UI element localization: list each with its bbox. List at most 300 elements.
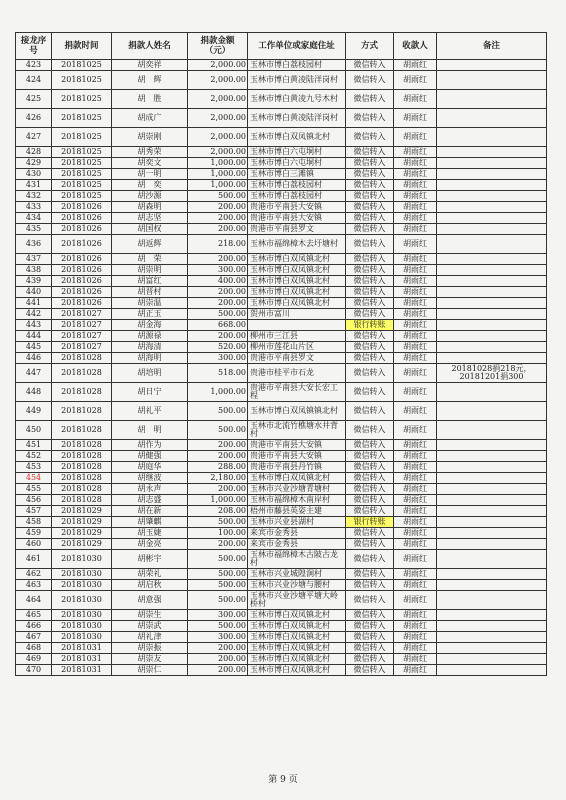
cell-note	[437, 495, 547, 506]
cell-seq-no: 439	[16, 276, 52, 287]
cell-address: 柳州市三江县	[248, 331, 346, 342]
cell-method: 微信转入	[346, 265, 394, 276]
cell-method: 微信转入	[346, 654, 394, 665]
cell-date: 20181030	[52, 621, 112, 632]
cell-method: 微信转入	[346, 569, 394, 580]
cell-donor-name: 胡礼平	[112, 402, 188, 421]
cell-amount: 2,000.00	[188, 147, 248, 158]
cell-method: 微信转入	[346, 298, 394, 309]
table-row	[16, 421, 547, 440]
cell-address: 贵港市桂平市石龙	[248, 364, 346, 383]
cell-donor-name: 胡志盛	[112, 495, 188, 506]
table-row	[16, 128, 547, 147]
cell-donor-name: 胡庭华	[112, 462, 188, 473]
cell-donor-name: 胡一明	[112, 169, 188, 180]
cell-donor-name: 胡健强	[112, 451, 188, 462]
cell-date: 20181028	[52, 440, 112, 451]
cell-payee: 胡雨红	[394, 71, 437, 90]
cell-donor-name: 胡崇刚	[112, 128, 188, 147]
cell-method: 微信转入	[346, 364, 394, 383]
cell-method: 微信转入	[346, 621, 394, 632]
cell-address: 玉林市博白双凤镇北村	[248, 632, 346, 643]
table-row	[16, 298, 547, 309]
cell-payee: 胡雨红	[394, 276, 437, 287]
cell-method: 微信转入	[346, 506, 394, 517]
cell-payee: 胡雨红	[394, 402, 437, 421]
cell-note	[437, 451, 547, 462]
table-row	[16, 213, 547, 224]
cell-seq-no: 448	[16, 383, 52, 402]
cell-note	[437, 473, 547, 484]
cell-method: 微信转入	[346, 224, 394, 235]
cell-note	[437, 528, 547, 539]
table-row	[16, 550, 547, 569]
cell-payee: 胡雨红	[394, 287, 437, 298]
cell-seq-no: 466	[16, 621, 52, 632]
cell-payee: 胡雨红	[394, 342, 437, 353]
cell-method: 微信转入	[346, 235, 394, 254]
cell-address: 玉林市博白双凤镇北村	[248, 621, 346, 632]
cell-amount: 500.00	[188, 191, 248, 202]
cell-seq-no: 435	[16, 224, 52, 235]
cell-address: 玉林市博白荔枝园村	[248, 180, 346, 191]
cell-address: 贵港市平南县罗文	[248, 224, 346, 235]
cell-address: 玉林市博白双凤镇北村	[248, 265, 346, 276]
cell-amount: 1,000.00	[188, 495, 248, 506]
cell-note	[437, 60, 547, 71]
cell-seq-no: 445	[16, 342, 52, 353]
cell-date: 20181026	[52, 298, 112, 309]
table-row	[16, 287, 547, 298]
cell-date: 20181025	[52, 180, 112, 191]
cell-date: 20181026	[52, 213, 112, 224]
cell-payee: 胡雨红	[394, 90, 437, 109]
cell-amount: 500.00	[188, 421, 248, 440]
cell-date: 20181025	[52, 109, 112, 128]
cell-note	[437, 484, 547, 495]
cell-note	[437, 254, 547, 265]
cell-method: 微信转入	[346, 342, 394, 353]
cell-date: 20181028	[52, 462, 112, 473]
cell-date: 20181028	[52, 353, 112, 364]
table-row	[16, 60, 547, 71]
cell-donor-name: 胡奕文	[112, 158, 188, 169]
table-row	[16, 665, 547, 676]
cell-donor-name: 胡启秋	[112, 580, 188, 591]
cell-seq-no: 425	[16, 90, 52, 109]
cell-address: 玉林市博白双凤镇北村	[248, 654, 346, 665]
cell-address: 玉林市博白双凤镇北村	[248, 287, 346, 298]
cell-payee: 胡雨红	[394, 462, 437, 473]
cell-address: 玉林市福绵樟木古陂古龙村	[248, 550, 346, 569]
cell-address: 玉林市福绵樟木南岸村	[248, 495, 346, 506]
cell-method: 微信转入	[346, 665, 394, 676]
cell-amount: 668.00	[188, 320, 248, 331]
cell-donor-name: 胡崇明	[112, 265, 188, 276]
cell-donor-name: 胡崇生	[112, 610, 188, 621]
cell-note	[437, 180, 547, 191]
cell-address: 玉林市兴业沙塘与腰村	[248, 580, 346, 591]
cell-seq-no: 441	[16, 298, 52, 309]
cell-seq-no: 446	[16, 353, 52, 364]
cell-date: 20181027	[52, 309, 112, 320]
table-row	[16, 484, 547, 495]
table-row	[16, 495, 547, 506]
cell-date: 20181029	[52, 517, 112, 528]
cell-donor-name: 胡作为	[112, 440, 188, 451]
cell-payee: 胡雨红	[394, 180, 437, 191]
cell-seq-no: 424	[16, 71, 52, 90]
cell-payee: 胡雨红	[394, 298, 437, 309]
cell-method: 微信转入	[346, 539, 394, 550]
cell-payee: 胡雨红	[394, 591, 437, 610]
table-row	[16, 235, 547, 254]
cell-date: 20181028	[52, 402, 112, 421]
cell-payee: 胡雨红	[394, 331, 437, 342]
cell-address: 贵港市平南县大安镇	[248, 451, 346, 462]
cell-note	[437, 353, 547, 364]
cell-note	[437, 71, 547, 90]
cell-note	[437, 665, 547, 676]
cell-note	[437, 517, 547, 528]
cell-method: 微信转入	[346, 402, 394, 421]
cell-method: 微信转入	[346, 528, 394, 539]
table-row	[16, 580, 547, 591]
cell-method: 微信转入	[346, 484, 394, 495]
cell-seq-no: 463	[16, 580, 52, 591]
cell-address: 贺州市富川	[248, 309, 346, 320]
cell-address: 玉林市兴业城隍涧村	[248, 569, 346, 580]
cell-seq-no: 427	[16, 128, 52, 147]
cell-payee: 胡雨红	[394, 364, 437, 383]
table-row	[16, 71, 547, 90]
cell-amount: 300.00	[188, 632, 248, 643]
table-row	[16, 90, 547, 109]
cell-amount: 500.00	[188, 591, 248, 610]
cell-address: 玉林市博白双凤镇镇北村	[248, 402, 346, 421]
cell-amount: 200.00	[188, 224, 248, 235]
cell-method: 微信转入	[346, 495, 394, 506]
table-row	[16, 569, 547, 580]
cell-address: 玉林市福绵樟木去圩塘村	[248, 235, 346, 254]
cell-donor-name: 胡海清	[112, 342, 188, 353]
cell-payee: 胡雨红	[394, 213, 437, 224]
cell-seq-no: 437	[16, 254, 52, 265]
cell-method: 微信转入	[346, 421, 394, 440]
cell-donor-name: 胡金海	[112, 320, 188, 331]
cell-note	[437, 550, 547, 569]
header-date: 捐款时间	[52, 33, 112, 60]
cell-payee: 胡雨红	[394, 610, 437, 621]
cell-donor-name: 胡源禄	[112, 331, 188, 342]
cell-seq-no: 434	[16, 213, 52, 224]
cell-donor-name: 胡 胜	[112, 90, 188, 109]
cell-payee: 胡雨红	[394, 484, 437, 495]
cell-payee: 胡雨红	[394, 191, 437, 202]
cell-seq-no: 444	[16, 331, 52, 342]
cell-date: 20181028	[52, 451, 112, 462]
cell-donor-name: 胡意强	[112, 591, 188, 610]
cell-payee: 胡雨红	[394, 569, 437, 580]
cell-donor-name: 胡金亮	[112, 539, 188, 550]
cell-amount: 520.00	[188, 342, 248, 353]
cell-address: 柳州市莲花山片区	[248, 342, 346, 353]
cell-amount: 500.00	[188, 402, 248, 421]
cell-note	[437, 169, 547, 180]
cell-seq-no: 430	[16, 169, 52, 180]
cell-date: 20181029	[52, 539, 112, 550]
cell-amount: 200.00	[188, 484, 248, 495]
donation-table	[15, 32, 547, 676]
table-row	[16, 591, 547, 610]
cell-seq-no: 443	[16, 320, 52, 331]
cell-note	[437, 235, 547, 254]
cell-amount: 1,000.00	[188, 180, 248, 191]
header-payee: 收款人	[394, 33, 437, 60]
table-row	[16, 342, 547, 353]
cell-note	[437, 580, 547, 591]
cell-amount: 200.00	[188, 254, 248, 265]
cell-note	[437, 506, 547, 517]
cell-donor-name: 胡崇振	[112, 643, 188, 654]
cell-seq-no: 457	[16, 506, 52, 517]
table-row	[16, 224, 547, 235]
cell-amount: 200.00	[188, 451, 248, 462]
cell-address: 玉林市博白双凤镇北村	[248, 128, 346, 147]
cell-method: 微信转入	[346, 440, 394, 451]
cell-seq-no: 450	[16, 421, 52, 440]
cell-method: 微信转入	[346, 71, 394, 90]
cell-amount: 2,000.00	[188, 90, 248, 109]
cell-note	[437, 569, 547, 580]
cell-payee: 胡雨红	[394, 451, 437, 462]
table-row	[16, 254, 547, 265]
cell-method: 微信转入	[346, 462, 394, 473]
cell-seq-no: 468	[16, 643, 52, 654]
table-row	[16, 517, 547, 528]
cell-amount: 200.00	[188, 287, 248, 298]
cell-method: 微信转入	[346, 191, 394, 202]
cell-method: 银行转账	[346, 320, 394, 331]
cell-date: 20181025	[52, 60, 112, 71]
cell-date: 20181027	[52, 342, 112, 353]
cell-address: 玉林市博白黄凌陆洋岗村	[248, 109, 346, 128]
cell-amount: 1,000.00	[188, 158, 248, 169]
cell-address: 贵港市平南县大安镇	[248, 213, 346, 224]
cell-amount: 2,180.00	[188, 473, 248, 484]
cell-date: 20181025	[52, 158, 112, 169]
cell-seq-no: 459	[16, 528, 52, 539]
cell-date: 20181028	[52, 495, 112, 506]
cell-note	[437, 610, 547, 621]
cell-payee: 胡雨红	[394, 320, 437, 331]
header-donor-name: 捐款人姓名	[112, 33, 188, 60]
cell-seq-no: 456	[16, 495, 52, 506]
table-row	[16, 320, 547, 331]
cell-method: 微信转入	[346, 643, 394, 654]
cell-date: 20181030	[52, 569, 112, 580]
cell-date: 20181030	[52, 550, 112, 569]
table-row	[16, 202, 547, 213]
cell-payee: 胡雨红	[394, 495, 437, 506]
cell-payee: 胡雨红	[394, 128, 437, 147]
cell-seq-no: 453	[16, 462, 52, 473]
cell-note	[437, 331, 547, 342]
cell-seq-no: 449	[16, 402, 52, 421]
cell-note	[437, 128, 547, 147]
cell-note	[437, 147, 547, 158]
cell-amount: 200.00	[188, 643, 248, 654]
cell-note	[437, 158, 547, 169]
cell-amount: 200.00	[188, 331, 248, 342]
cell-date: 20181025	[52, 90, 112, 109]
cell-method: 微信转入	[346, 473, 394, 484]
cell-date: 20181030	[52, 632, 112, 643]
cell-method: 微信转入	[346, 169, 394, 180]
cell-payee: 胡雨红	[394, 224, 437, 235]
cell-donor-name: 胡崇武	[112, 621, 188, 632]
cell-address: 贵港市平南县大安镇	[248, 440, 346, 451]
table-row	[16, 331, 547, 342]
header-note: 备注	[437, 33, 547, 60]
cell-date: 20181030	[52, 610, 112, 621]
cell-amount: 200.00	[188, 665, 248, 676]
cell-amount: 2,000.00	[188, 109, 248, 128]
cell-seq-no: 461	[16, 550, 52, 569]
cell-address: 贵港市平南县大安长宏工程	[248, 383, 346, 402]
cell-amount: 300.00	[188, 610, 248, 621]
cell-seq-no: 428	[16, 147, 52, 158]
cell-method: 微信转入	[346, 632, 394, 643]
cell-note	[437, 202, 547, 213]
table-row	[16, 473, 547, 484]
cell-donor-name: 胡 奕	[112, 180, 188, 191]
cell-payee: 胡雨红	[394, 440, 437, 451]
cell-address: 玉林市博白双凤镇北村	[248, 643, 346, 654]
cell-amount: 300.00	[188, 353, 248, 364]
table-row	[16, 451, 547, 462]
cell-seq-no: 438	[16, 265, 52, 276]
table-row	[16, 654, 547, 665]
cell-date: 20181026	[52, 224, 112, 235]
table-row	[16, 528, 547, 539]
cell-payee: 胡雨红	[394, 169, 437, 180]
table-row	[16, 610, 547, 621]
page-number: 第 9 页	[268, 775, 298, 785]
cell-seq-no: 447	[16, 364, 52, 383]
cell-method: 微信转入	[346, 610, 394, 621]
cell-date: 20181028	[52, 383, 112, 402]
cell-date: 20181026	[52, 254, 112, 265]
cell-date: 20181025	[52, 169, 112, 180]
cell-method: 微信转入	[346, 213, 394, 224]
cell-date: 20181026	[52, 276, 112, 287]
cell-date: 20181025	[52, 128, 112, 147]
cell-amount: 500.00	[188, 517, 248, 528]
cell-date: 20181026	[52, 202, 112, 213]
cell-address: 玉林市博白三滩镇	[248, 169, 346, 180]
table-row	[16, 353, 547, 364]
cell-donor-name: 胡永声	[112, 484, 188, 495]
cell-address: 玉林市博白六屯垌村	[248, 158, 346, 169]
cell-seq-no: 423	[16, 60, 52, 71]
cell-donor-name: 胡富红	[112, 276, 188, 287]
cell-donor-name: 胡志坚	[112, 213, 188, 224]
cell-date: 20181031	[52, 654, 112, 665]
table-header	[16, 33, 547, 60]
cell-payee: 胡雨红	[394, 353, 437, 364]
cell-payee: 胡雨红	[394, 580, 437, 591]
cell-date: 20181031	[52, 643, 112, 654]
cell-donor-name: 胡彬宇	[112, 550, 188, 569]
cell-method: 微信转入	[346, 128, 394, 147]
cell-payee: 胡雨红	[394, 421, 437, 440]
cell-seq-no: 442	[16, 309, 52, 320]
cell-note	[437, 320, 547, 331]
header-amount: 捐款金额（元）	[188, 33, 248, 60]
cell-amount: 1,000.00	[188, 383, 248, 402]
cell-donor-name: 胡崇友	[112, 654, 188, 665]
cell-method: 微信转入	[346, 287, 394, 298]
cell-payee: 胡雨红	[394, 60, 437, 71]
cell-address: 贵港市平南县大安镇	[248, 202, 346, 213]
table-row	[16, 109, 547, 128]
cell-address: 玉林市博白双凤镇北村	[248, 473, 346, 484]
cell-seq-no: 465	[16, 610, 52, 621]
cell-donor-name: 胡森明	[112, 202, 188, 213]
cell-method: 微信转入	[346, 180, 394, 191]
cell-address: 玉林市博白双凤镇北村	[248, 665, 346, 676]
cell-date: 20181029	[52, 528, 112, 539]
cell-address: 玉林市博白黄凌九号木村	[248, 90, 346, 109]
cell-method: 微信转入	[346, 60, 394, 71]
cell-date: 20181028	[52, 484, 112, 495]
cell-note	[437, 621, 547, 632]
cell-date: 20181025	[52, 191, 112, 202]
table-row	[16, 364, 547, 383]
cell-method: 微信转入	[346, 309, 394, 320]
cell-seq-no: 452	[16, 451, 52, 462]
cell-seq-no: 454	[16, 473, 52, 484]
cell-date: 20181026	[52, 235, 112, 254]
table-row	[16, 383, 547, 402]
cell-seq-no: 467	[16, 632, 52, 643]
cell-seq-no: 462	[16, 569, 52, 580]
table-row	[16, 169, 547, 180]
cell-payee: 胡雨红	[394, 147, 437, 158]
cell-method: 微信转入	[346, 383, 394, 402]
cell-amount: 288.00	[188, 462, 248, 473]
cell-seq-no: 451	[16, 440, 52, 451]
header-row	[16, 33, 547, 60]
cell-method: 微信转入	[346, 591, 394, 610]
cell-seq-no: 460	[16, 539, 52, 550]
cell-date: 20181027	[52, 331, 112, 342]
cell-date: 20181026	[52, 265, 112, 276]
cell-address: 玉林市博白荔枝园村	[248, 191, 346, 202]
cell-amount: 200.00	[188, 654, 248, 665]
cell-amount: 200.00	[188, 298, 248, 309]
cell-donor-name: 胡成广	[112, 109, 188, 128]
cell-address: 玉林市博白黄凌陆洋岗村	[248, 71, 346, 90]
cell-address: 玉林市博白双凤镇北村	[248, 254, 346, 265]
cell-seq-no: 432	[16, 191, 52, 202]
cell-amount: 2,000.00	[188, 60, 248, 71]
cell-date: 20181026	[52, 287, 112, 298]
cell-donor-name: 胡在新	[112, 506, 188, 517]
cell-note	[437, 224, 547, 235]
cell-note	[437, 342, 547, 353]
